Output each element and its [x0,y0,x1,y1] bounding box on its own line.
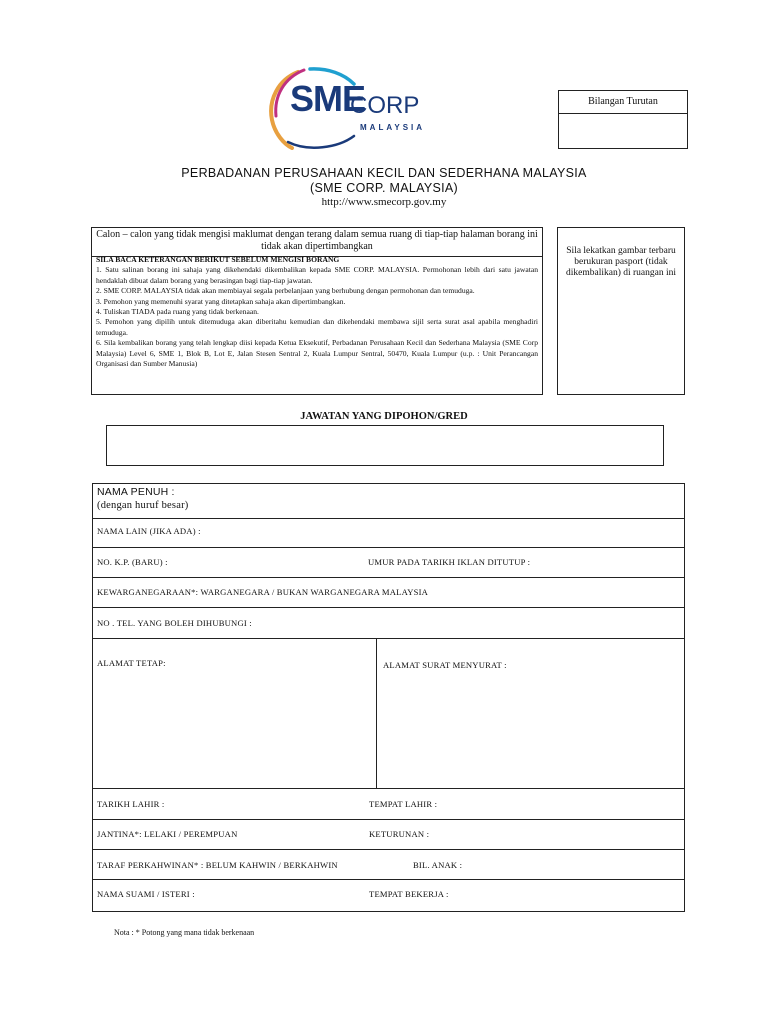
row-nama-suami[interactable] [93,879,684,910]
photo-box[interactable] [557,227,685,395]
row-kp-umur[interactable] [93,547,684,578]
logo-sme-text: SME [290,78,366,119]
photo-box-text: Sila lekatkan gambar terbaru berukuran pasport (tidak dikembalikan) di ruangan ini [565,246,676,279]
no-tel-label: NO . TEL. YANG BOLEH DIHUBUNGI : [97,618,252,628]
instruction-item: 5. Pemohon yang dipilih untuk ditemuduga akan diberitahu kemudian dan dikehendaki membawa sijil serta surat asal apabila menghadiri temuduga. [96,317,538,337]
instruction-item: 4. Tuliskan TIADA pada ruang yang tidak berkenaan. [96,307,259,317]
personal-details-form [92,483,685,912]
logo-corp-text: CORP [350,92,420,119]
tempat-bekerja-label: TEMPAT BEKERJA : [369,889,449,899]
instructions-body [96,255,538,369]
alamat-divider [376,638,377,788]
instruction-item: 2. SME CORP. MALAYSIA tidak akan membiayai segala perbelanjaan yang berhubung dengan permohonan dan temuduga. [96,286,475,296]
row-taraf-perkahwinan[interactable] [93,849,684,880]
row-no-tel[interactable] [93,607,684,639]
row-nama-lain[interactable] [93,518,684,548]
tempat-lahir-label: TEMPAT LAHIR : [369,799,438,809]
keturunan-label: KETURUNAN : [369,829,430,839]
org-title-line2: (SME CORP. MALAYSIA) [310,181,458,195]
footnote: Nota : * Potong yang mana tidak berkenaan [114,928,255,937]
nama-penuh-note: (dengan huruf besar) [97,500,189,511]
alamat-surat-label: ALAMAT SURAT MENYURAT : [383,660,507,670]
position-field[interactable] [106,425,664,466]
row-tarikh-lahir[interactable] [93,788,684,820]
instructions-title: SILA BACA KETERANGAN BERIKUT SEBELUM MENGISI BORANG [96,255,340,264]
nama-penuh-label: NAMA PENUH : [97,486,175,498]
instruction-item: 3. Pemohon yang memenuhi syarat yang ditetapkan sahaja akan dipertimbangkan. [96,296,346,306]
tarikh-lahir-label: TARIKH LAHIR : [97,799,165,809]
bil-anak-label: BIL. ANAK : [413,860,463,870]
org-website: http://www.smecorp.gov.my [321,196,447,208]
reference-number-label: Bilangan Turutan [559,91,687,114]
reference-number-box[interactable] [558,90,688,149]
instructions-notice: Calon – calon yang tidak mengisi maklumat dengan terang dalam semua ruang di tiap-tiap halaman borang ini tidak akan dipertimbangkan [92,228,542,257]
kewarganegaraan-label: KEWARGANEGARAAN*: WARGANEGARA / BUKAN WARGANEGARA MALAYSIA [97,587,429,597]
umur-label: UMUR PADA TARIKH IKLAN DITUTUP : [368,557,531,567]
no-kp-label: NO. K.P. (BARU) : [97,557,168,567]
nama-lain-label: NAMA LAIN (JIKA ADA) : [97,526,201,536]
position-heading: JAWATAN YANG DIPOHON/GRED [300,411,468,422]
row-nama-penuh[interactable] [93,484,684,519]
org-title-line1: PERBADANAN PERUSAHAAN KECIL DAN SEDERHANA MALAYSIA [181,166,587,180]
taraf-perkahwinan-label: TARAF PERKAHWINAN* : BELUM KAHWIN / BERKAHWIN [97,860,338,870]
jantina-label: JANTINA*: LELAKI / PEREMPUAN [97,829,238,839]
row-kewarganegaraan[interactable] [93,577,684,608]
row-alamat[interactable] [93,638,684,789]
nama-suami-label: NAMA SUAMI / ISTERI : [97,889,195,899]
logo-country-text: MALAYSIA [360,123,426,132]
instructions-box [91,227,543,395]
row-jantina[interactable] [93,819,684,850]
instruction-item: 1. Satu salinan borang ini sahaja yang dikehendaki dikembalikan kepada SME CORP. MALAYSIA. Permohonan lebih dari satu jawatan hendaklah dibuat dalam borang yang berasingan bagi tiap-tiap jawatan. [96,265,538,285]
instruction-item: 6. Sila kembalikan borang yang telah lengkap diisi kepada Ketua Eksekutif, Perbadanan Perusahaan Kecil dan Sederhana Malaysia (SME Corp Malaysia) Level 6, SME 1, Blok B, Lot E, Jalan Stesen Sentral 2, Kuala Lumpur Sentral, 50470, Kuala Lumpur (u.p. : Unit Perancangan Organisasi dan Sumber Manusia) [96,338,538,369]
alamat-tetap-label: ALAMAT TETAP: [97,658,166,668]
